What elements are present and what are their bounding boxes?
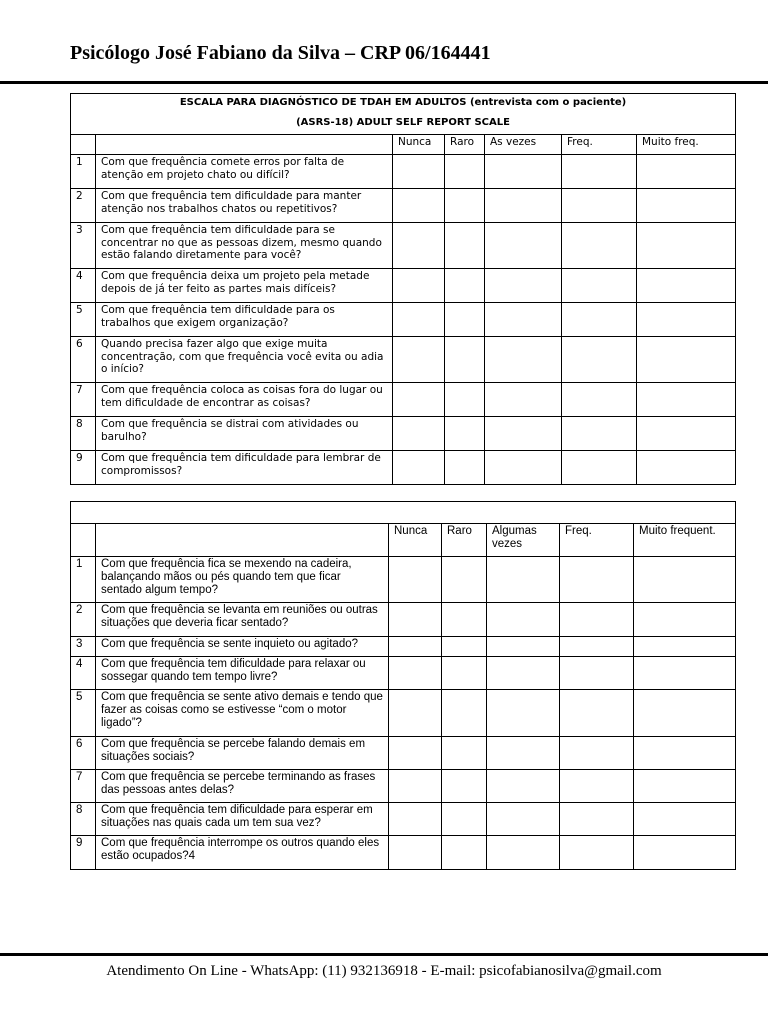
- answer-cell[interactable]: [637, 303, 736, 337]
- answer-cell[interactable]: [560, 770, 634, 803]
- answer-cell[interactable]: [389, 637, 442, 657]
- answer-cell[interactable]: [485, 189, 562, 223]
- column-header-row: [71, 135, 736, 155]
- item-number: 8: [71, 417, 96, 451]
- col-muito-frequent: Muito frequent.: [634, 524, 736, 557]
- header-divider: [0, 81, 768, 84]
- table-row: [71, 223, 736, 269]
- answer-cell[interactable]: [389, 690, 442, 737]
- col-muito-freq: Muito freq.: [637, 135, 736, 155]
- answer-cell[interactable]: [560, 657, 634, 690]
- answer-cell[interactable]: [485, 303, 562, 337]
- question-text: Com que frequência coloca as coisas fora do lugar ou tem dificuldade de encontrar as coisas?: [96, 383, 393, 417]
- question-text: Com que frequência tem dificuldade para relaxar ou sossegar quando tem tempo livre?: [96, 657, 389, 690]
- answer-cell[interactable]: [442, 690, 487, 737]
- table-title: ESCALA PARA DIAGNÓSTICO DE TDAH EM ADULTOS (entrevista com o paciente): [71, 94, 736, 114]
- item-number: 3: [71, 223, 96, 269]
- answer-cell[interactable]: [560, 803, 634, 836]
- answer-cell[interactable]: [485, 155, 562, 189]
- footer-contact: Atendimento On Line - WhatsApp: (11) 932136918 - E-mail: psicofabianosilva@gmail.com: [106, 963, 662, 979]
- answer-cell[interactable]: [562, 417, 637, 451]
- answer-cell[interactable]: [445, 155, 485, 189]
- answer-cell[interactable]: [485, 417, 562, 451]
- table-row: [71, 189, 736, 223]
- answer-cell[interactable]: [487, 770, 560, 803]
- answer-cell[interactable]: [487, 603, 560, 637]
- answer-cell[interactable]: [634, 770, 736, 803]
- answer-cell[interactable]: [637, 337, 736, 383]
- table-subtitle: (ASRS-18) ADULT SELF REPORT SCALE: [71, 114, 736, 135]
- item-number: 7: [71, 770, 96, 803]
- item-number: 5: [71, 303, 96, 337]
- item-number: 1: [71, 557, 96, 603]
- answer-cell[interactable]: [393, 155, 445, 189]
- table-body: [71, 557, 736, 870]
- answer-cell[interactable]: [393, 383, 445, 417]
- table-row: [71, 770, 736, 803]
- answer-cell[interactable]: [389, 557, 442, 603]
- table-body: [71, 155, 736, 485]
- table-row: [71, 603, 736, 637]
- answer-cell[interactable]: [562, 155, 637, 189]
- table-row: [71, 269, 736, 303]
- table-row: [71, 657, 736, 690]
- answer-cell[interactable]: [389, 657, 442, 690]
- item-number: 4: [71, 657, 96, 690]
- question-text: Com que frequência tem dificuldade para lembrar de compromissos?: [96, 451, 393, 485]
- answer-cell[interactable]: [442, 557, 487, 603]
- table-row: [71, 383, 736, 417]
- answer-cell[interactable]: [442, 657, 487, 690]
- answer-cell[interactable]: [393, 417, 445, 451]
- col-algumas-vezes: Algumas vezes: [487, 524, 560, 557]
- answer-cell[interactable]: [637, 269, 736, 303]
- answer-cell[interactable]: [487, 737, 560, 770]
- answer-cell[interactable]: [562, 303, 637, 337]
- answer-cell[interactable]: [487, 657, 560, 690]
- item-number: 3: [71, 637, 96, 657]
- question-text: Com que frequência se sente ativo demais e tendo que fazer as coisas como se estivesse “com o motor ligado”?: [96, 690, 389, 737]
- question-text: Com que frequência interrompe os outros quando eles estão ocupados?4: [96, 836, 389, 870]
- table-row: [71, 303, 736, 337]
- answer-cell[interactable]: [560, 557, 634, 603]
- page-title: Psicólogo José Fabiano da Silva – CRP 06/164441: [70, 42, 491, 64]
- question-text: Com que frequência se distrai com atividades ou barulho?: [96, 417, 393, 451]
- table-row: [71, 451, 736, 485]
- question-text: Com que frequência tem dificuldade para os trabalhos que exigem organização?: [96, 303, 393, 337]
- col-nunca: Nunca: [389, 524, 442, 557]
- item-number: 2: [71, 189, 96, 223]
- answer-cell[interactable]: [634, 637, 736, 657]
- answer-cell[interactable]: [562, 223, 637, 269]
- answer-cell[interactable]: [487, 690, 560, 737]
- item-number: 7: [71, 383, 96, 417]
- col-freq: Freq.: [562, 135, 637, 155]
- item-number: 6: [71, 337, 96, 383]
- answer-cell[interactable]: [634, 803, 736, 836]
- answer-cell[interactable]: [445, 451, 485, 485]
- question-text: Com que frequência deixa um projeto pela metade depois de já ter feito as partes mais difíceis?: [96, 269, 393, 303]
- answer-cell[interactable]: [637, 223, 736, 269]
- table-row: [71, 737, 736, 770]
- answer-cell[interactable]: [487, 557, 560, 603]
- table-title-row: [71, 94, 736, 114]
- answer-cell[interactable]: [562, 383, 637, 417]
- answer-cell[interactable]: [562, 337, 637, 383]
- answer-cell[interactable]: [485, 451, 562, 485]
- answer-cell[interactable]: [634, 836, 736, 870]
- item-number: 5: [71, 690, 96, 737]
- item-number: 2: [71, 603, 96, 637]
- table-row: [71, 690, 736, 737]
- asrs-table-part-b: [70, 501, 736, 870]
- answer-cell[interactable]: [445, 383, 485, 417]
- answer-cell[interactable]: [637, 189, 736, 223]
- table-row: [71, 836, 736, 870]
- column-header-row: [71, 524, 736, 557]
- item-number: 9: [71, 451, 96, 485]
- empty-header-cell: [71, 135, 96, 155]
- answer-cell[interactable]: [445, 337, 485, 383]
- answer-cell[interactable]: [389, 836, 442, 870]
- answer-cell[interactable]: [560, 637, 634, 657]
- answer-cell[interactable]: [485, 337, 562, 383]
- question-text: Quando precisa fazer algo que exige muita concentração, com que frequência você evita ou adia o início?: [96, 337, 393, 383]
- answer-cell[interactable]: [442, 836, 487, 870]
- answer-cell[interactable]: [485, 269, 562, 303]
- empty-header-cell: [71, 524, 96, 557]
- answer-cell[interactable]: [637, 451, 736, 485]
- col-nunca: Nunca: [393, 135, 445, 155]
- answer-cell[interactable]: [487, 637, 560, 657]
- answer-cell[interactable]: [442, 770, 487, 803]
- question-text: Com que frequência tem dificuldade para manter atenção nos trabalhos chatos ou repetitivos?: [96, 189, 393, 223]
- empty-header-cell: [96, 524, 389, 557]
- answer-cell[interactable]: [393, 451, 445, 485]
- answer-cell[interactable]: [389, 603, 442, 637]
- answer-cell[interactable]: [445, 269, 485, 303]
- col-raro: Raro: [445, 135, 485, 155]
- empty-header-cell: [96, 135, 393, 155]
- table-row: [71, 155, 736, 189]
- answer-cell[interactable]: [634, 603, 736, 637]
- footer-divider: [0, 953, 768, 956]
- question-text: Com que frequência se percebe falando demais em situações sociais?: [96, 737, 389, 770]
- item-number: 6: [71, 737, 96, 770]
- answer-cell[interactable]: [393, 189, 445, 223]
- table-row: [71, 337, 736, 383]
- table-row: [71, 803, 736, 836]
- answer-cell[interactable]: [637, 155, 736, 189]
- item-number: 8: [71, 803, 96, 836]
- table-title-row: [71, 502, 736, 524]
- col-raro: Raro: [442, 524, 487, 557]
- question-text: Com que frequência tem dificuldade para esperar em situações nas quais cada um tem sua vez?: [96, 803, 389, 836]
- answer-cell[interactable]: [560, 690, 634, 737]
- answer-cell[interactable]: [389, 737, 442, 770]
- answer-cell[interactable]: [442, 637, 487, 657]
- answer-cell[interactable]: [485, 383, 562, 417]
- table-row: [71, 417, 736, 451]
- answer-cell[interactable]: [445, 189, 485, 223]
- answer-cell[interactable]: [487, 803, 560, 836]
- answer-cell[interactable]: [562, 269, 637, 303]
- answer-cell[interactable]: [487, 836, 560, 870]
- question-text: Com que frequência se sente inquieto ou agitado?: [96, 637, 389, 657]
- answer-cell[interactable]: [445, 417, 485, 451]
- answer-cell[interactable]: [560, 836, 634, 870]
- answer-cell[interactable]: [389, 803, 442, 836]
- item-number: 1: [71, 155, 96, 189]
- answer-cell[interactable]: [445, 223, 485, 269]
- answer-cell[interactable]: [634, 557, 736, 603]
- answer-cell[interactable]: [637, 383, 736, 417]
- answer-cell[interactable]: [637, 417, 736, 451]
- answer-cell[interactable]: [393, 269, 445, 303]
- col-freq: Freq.: [560, 524, 634, 557]
- question-text: Com que frequência tem dificuldade para se concentrar no que as pessoas dizem, mesmo quando estão falando diretamente para você?: [96, 223, 393, 269]
- question-text: Com que frequência se levanta em reuniões ou outras situações que deveria ficar sentado?: [96, 603, 389, 637]
- question-text: Com que frequência fica se mexendo na cadeira, balançando mãos ou pés quando tem que ficar sentado algum tempo?: [96, 557, 389, 603]
- answer-cell[interactable]: [634, 657, 736, 690]
- answer-cell[interactable]: [485, 223, 562, 269]
- answer-cell[interactable]: [393, 337, 445, 383]
- answer-cell[interactable]: [562, 189, 637, 223]
- item-number: 4: [71, 269, 96, 303]
- empty-title-cell: [71, 502, 736, 524]
- answer-cell[interactable]: [634, 737, 736, 770]
- table-row: [71, 637, 736, 657]
- table-subtitle-row: [71, 114, 736, 135]
- answer-cell[interactable]: [634, 690, 736, 737]
- answer-cell[interactable]: [393, 223, 445, 269]
- answer-cell[interactable]: [560, 737, 634, 770]
- answer-cell[interactable]: [560, 603, 634, 637]
- col-as-vezes: As vezes: [485, 135, 562, 155]
- answer-cell[interactable]: [442, 803, 487, 836]
- answer-cell[interactable]: [389, 770, 442, 803]
- answer-cell[interactable]: [562, 451, 637, 485]
- question-text: Com que frequência comete erros por falta de atenção em projeto chato ou difícil?: [96, 155, 393, 189]
- item-number: 9: [71, 836, 96, 870]
- question-text: Com que frequência se percebe terminando as frases das pessoas antes delas?: [96, 770, 389, 803]
- table-row: [71, 557, 736, 603]
- asrs-table-part-a: [70, 93, 736, 485]
- answer-cell[interactable]: [393, 303, 445, 337]
- answer-cell[interactable]: [442, 603, 487, 637]
- answer-cell[interactable]: [442, 737, 487, 770]
- answer-cell[interactable]: [445, 303, 485, 337]
